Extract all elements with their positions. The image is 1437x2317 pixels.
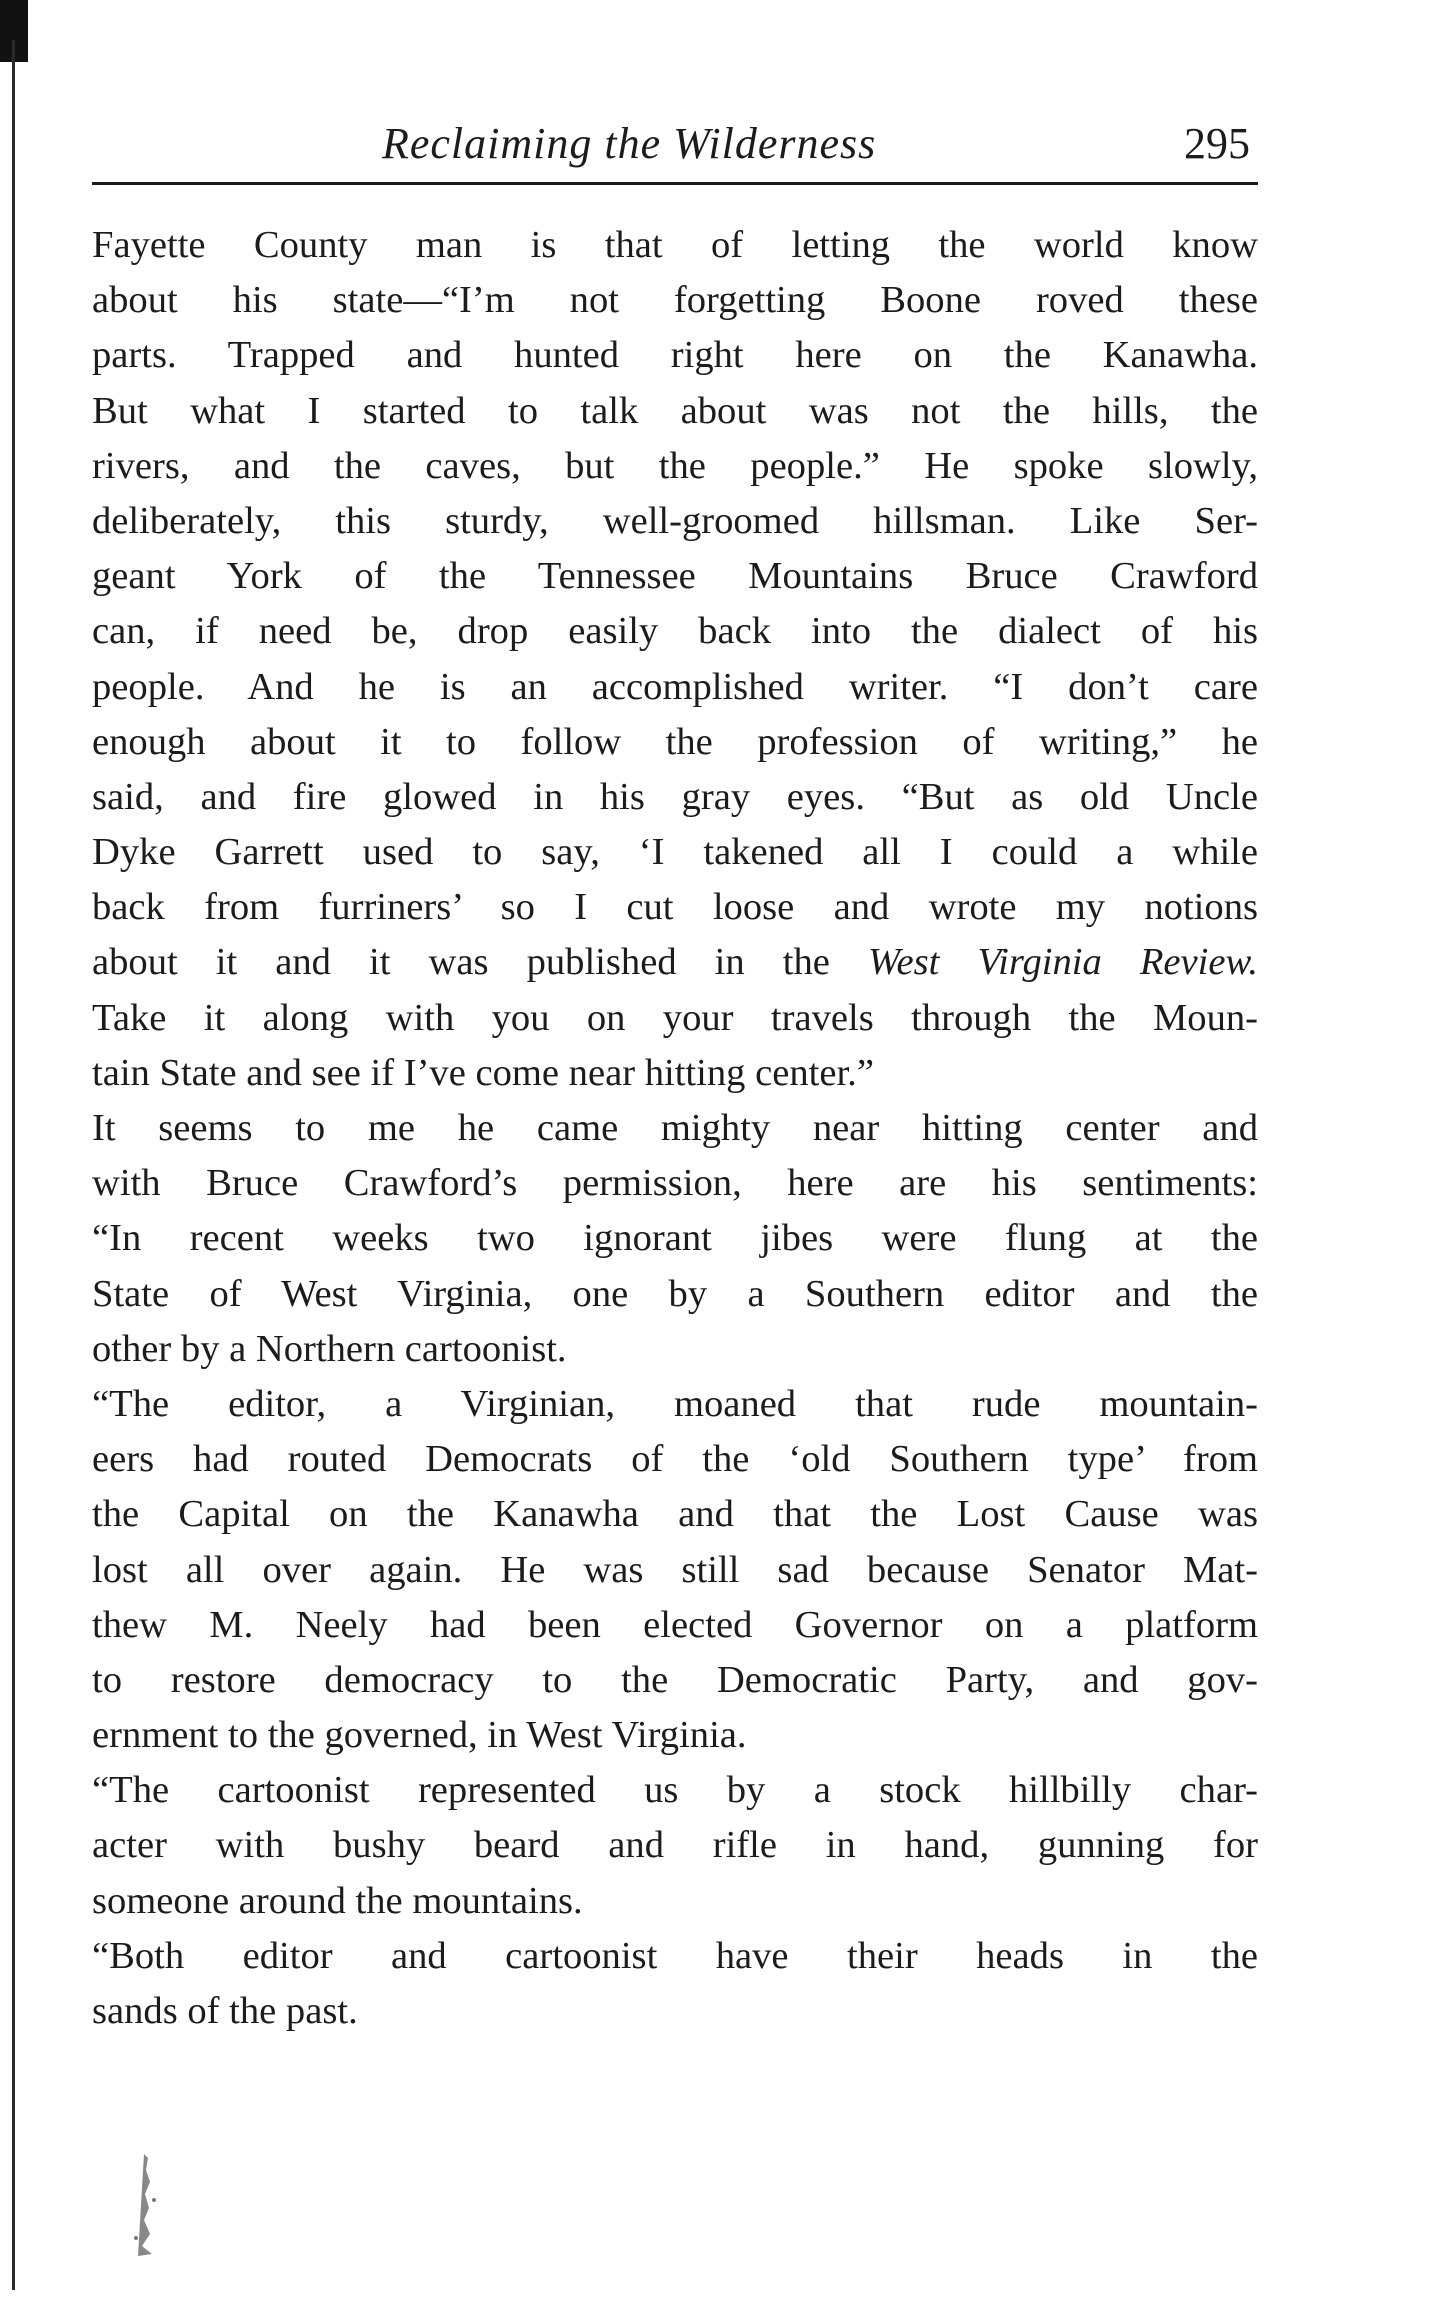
text-line: to restore democracy to the Democratic Party, and gov- [92,1658,1258,1701]
text-line: other by a Northern cartoonist. [92,1327,567,1370]
text-line: people. And he is an accomplished writer. “I don’t care [92,665,1258,708]
publication-title: West Virginia Review. [867,941,1258,984]
text-line: “The editor, a Virginian, moaned that rude mountain- [92,1382,1258,1425]
text-line: “The cartoonist represented us by a stock hillbilly char- [92,1769,1258,1812]
text-line: said, and fire glowed in his gray eyes. “But as old Uncle [92,775,1258,818]
ink-smudge [126,2150,166,2260]
text-line: “Both editor and cartoonist have their heads in the [92,1934,1258,1977]
text-line: But what I started to talk about was not the hills, the [92,389,1258,432]
text-line: ernment to the governed, in West Virginia. [92,1714,747,1757]
text-line: rivers, and the caves, but the people.” He spoke slowly, [92,444,1258,487]
text-line: someone around the mountains. [92,1879,583,1922]
text-line [92,935,1258,990]
text-line: about his state—“I’m not forgetting Boone roved these [92,279,1258,322]
text-line: Take it along with you on your travels through the Moun- [92,996,1258,1039]
text-line: deliberately, this sturdy, well-groomed hillsman. Like Ser- [92,499,1258,542]
text-line: eers had routed Democrats of the ‘old Southern type’ from [92,1438,1258,1481]
text-line: parts. Trapped and hunted right here on the Kanawha. [92,334,1258,377]
running-header [92,112,1258,185]
text-line: can, if need be, drop easily back into the dialect of his [92,610,1258,653]
text-line: tain State and see if I’ve come near hitting center.” [92,1051,874,1094]
page-number: 295 [1184,119,1250,168]
body-text [92,218,1258,2039]
text-line: sands of the past. [92,1990,358,2032]
text-line: It seems to me he came mighty near hitting center and [92,1107,1258,1149]
text-line: enough about it to follow the profession of writing,” he [92,720,1258,763]
text-line: State of West Virginia, one by a Southern editor and the [92,1272,1258,1315]
text-line: back from furriners’ so I cut loose and wrote my notions [92,886,1258,929]
text-line: lost all over again. He was still sad because Senator Mat- [92,1548,1258,1591]
text-line: “In recent weeks two ignorant jibes were flung at the [92,1217,1258,1260]
scan-left-border [12,40,15,2290]
text-line: Fayette County man is that of letting the world know [92,224,1258,266]
text-line: Dyke Garrett used to say, ‘I takened all I could a while [92,831,1258,874]
text-line: acter with bushy beard and rifle in hand, gunning for [92,1824,1258,1867]
text-line: the Capital on the Kanawha and that the Lost Cause was [92,1493,1258,1536]
text-line: with Bruce Crawford’s permission, here are his sentiments: [92,1162,1258,1205]
text-line: geant York of the Tennessee Mountains Bruce Crawford [92,555,1258,598]
text-line: thew M. Neely had been elected Governor on a platform [92,1603,1258,1646]
text-run: about it and it was published in the [92,941,868,984]
running-title: Reclaiming the Wilderness [382,119,877,168]
